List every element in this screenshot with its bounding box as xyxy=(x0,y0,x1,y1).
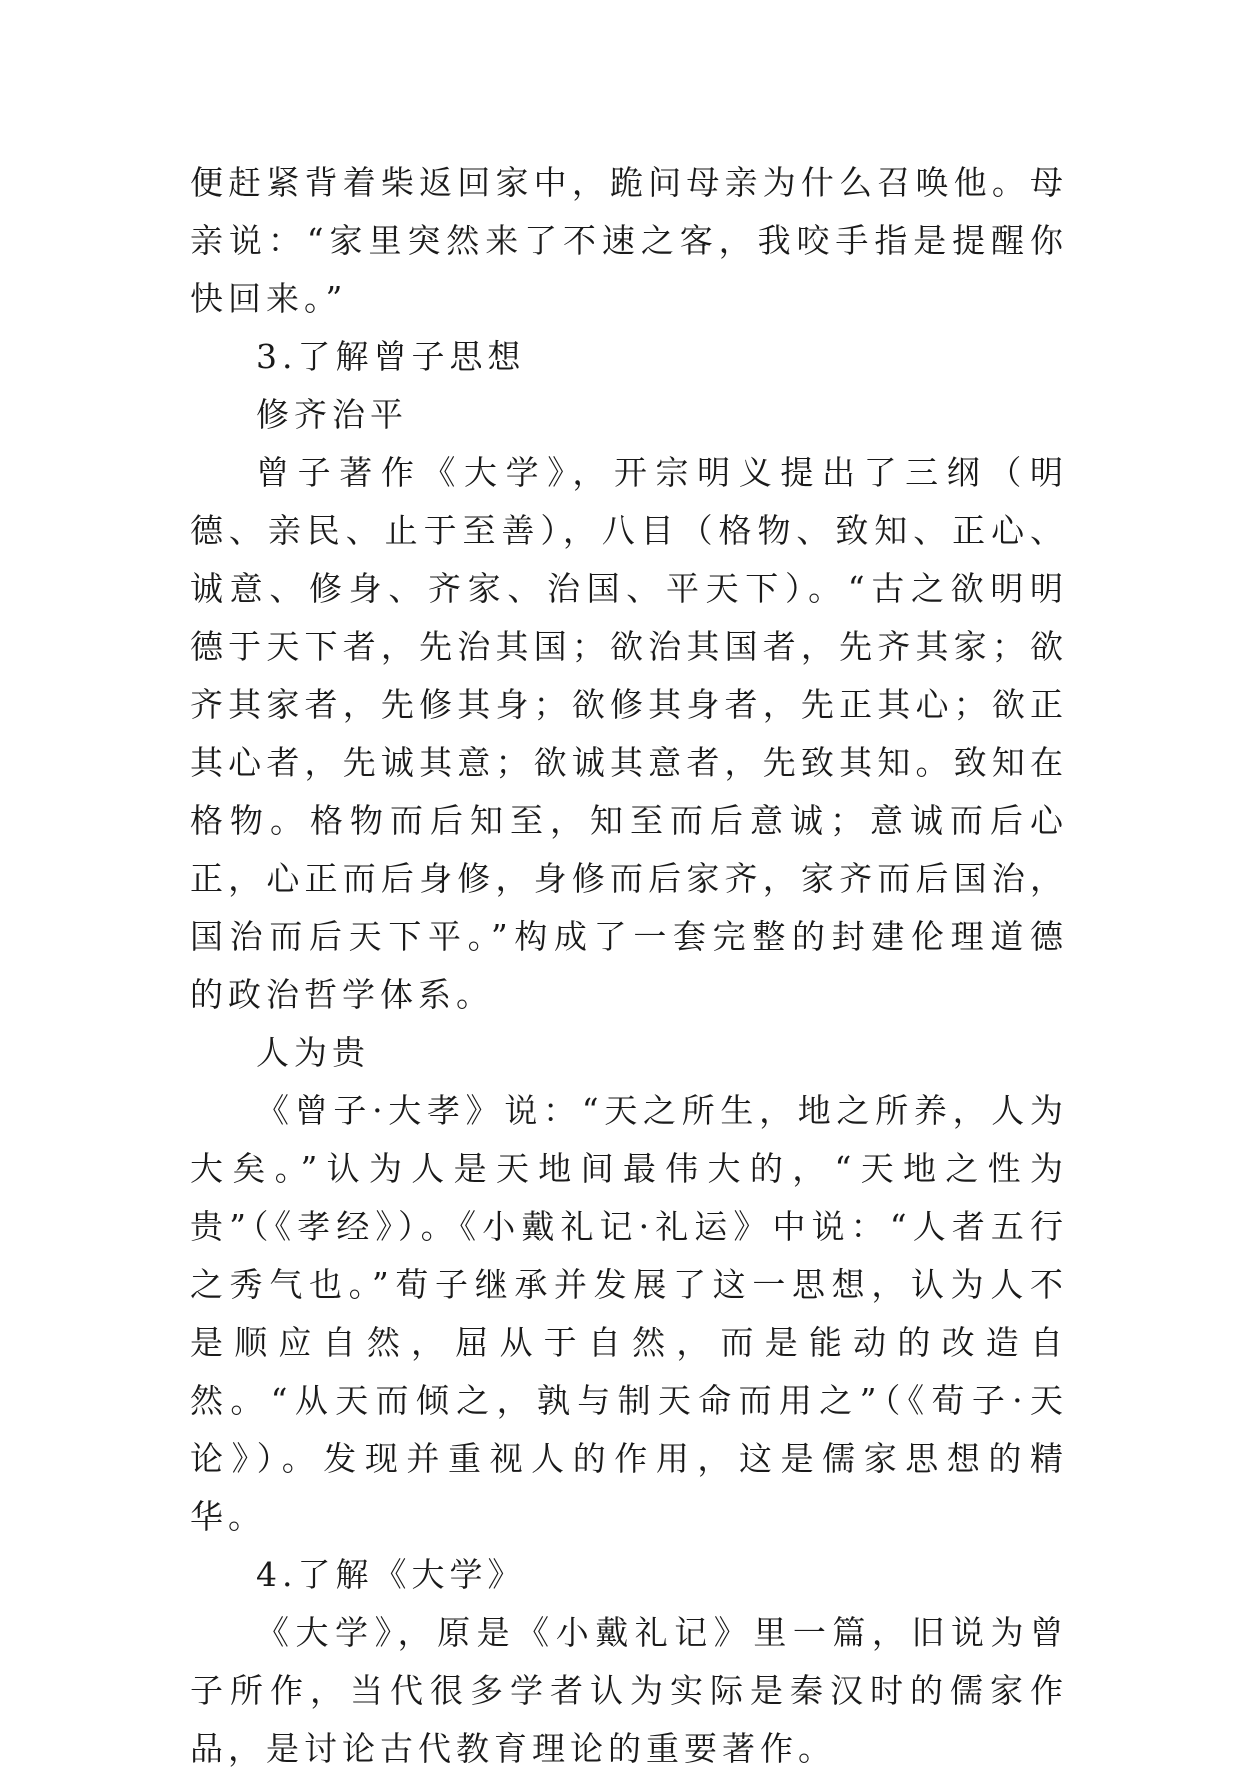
section-heading-daxue: 4.了解《大学》 xyxy=(256,1555,526,1594)
document-body xyxy=(190,154,1068,1778)
paragraph-ren-wei-gui: 《曾子·大孝》说：“天之所生，地之所养，人为大矣。”认为人是天地间最伟大的，“天地之性为贵”（《孝经》）。《小戴礼记·礼运》中说：“人者五行之秀气也。”荀子继承并发展了这一思想，认为人不是顺应自然，屈从于自然，而是能动的改造自然。“从天而倾之，孰与制天命而用之”（《荀子·天论》）。发现并重视人的作用，这是儒家思想的精华。 xyxy=(190,1091,1068,1536)
subheading-xiu-qi-zhi-ping: 修齐治平 xyxy=(256,395,408,434)
paragraph-continuation: 便赶紧背着柴返回家中，跪问母亲为什么召唤他。母亲说：“家里突然来了不速之客，我咬手指是提醒你快回来。” xyxy=(190,163,1068,318)
paragraph-daxue-sangang-bamu: 曾子著作《大学》，开宗明义提出了三纲（明德、亲民、止于至善），八目（格物、致知、正心、诚意、修身、齐家、治国、平天下）。“古之欲明明德于天下者，先治其国；欲治其国者，先齐其家；欲齐其家者，先修其身；欲修其身者，先正其心；欲正其心者，先诚其意；欲诚其意者，先致其知。致知在格物。格物而后知至，知至而后意诚；意诚而后心正，心正而后身修，身修而后家齐，家齐而后国治，国治而后天下平。”构成了一套完整的封建伦理道德的政治哲学体系。 xyxy=(190,453,1068,1014)
section-heading-zengzi-thought: 3.了解曾子思想 xyxy=(256,337,526,376)
paragraph-daxue-intro: 《大学》，原是《小戴礼记》里一篇，旧说为曾子所作，当代很多学者认为实际是秦汉时的儒家作品，是讨论古代教育理论的重要著作。 xyxy=(190,1613,1068,1768)
subheading-ren-wei-gui: 人为贵 xyxy=(256,1033,370,1072)
